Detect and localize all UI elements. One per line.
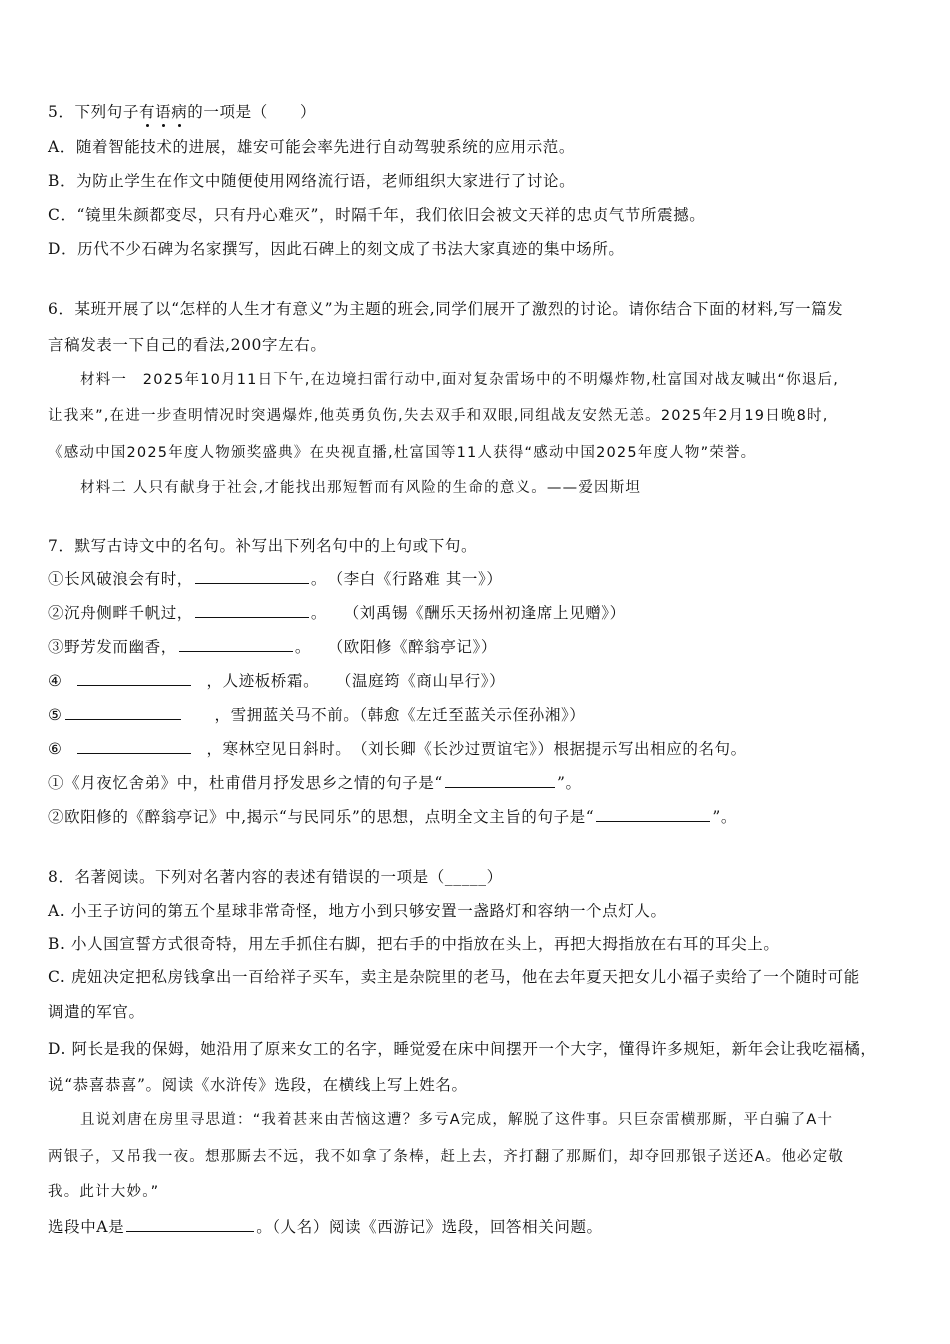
q7-stem: 7．默写古诗文中的名句。补写出下列名句中的上句或下句。 <box>48 537 478 555</box>
q6-material2: 材料二 人只有献身于社会,才能找出那短暂而有风险的生命的意义。——爱因斯坦 <box>80 480 642 496</box>
q8-excerpt-line2: 两银子，又吊我一夜。想那厮去不远，我不如拿了条棒，赶上去，齐打翻了那厮们，却夺回那银子送还A。他必定敬 <box>48 1149 845 1165</box>
q5-option-d: D．历代不少石碑为名家撰写，因此石碑上的刻文成了书法大家真迹的集中场所。 <box>48 240 625 258</box>
q8-name-fill: 选段中A是 。（人名）阅读《西游记》选段，回答相关问题。 <box>48 1218 603 1236</box>
q5-option-a: A．随着智能技术的进展，雄安可能会率先进行自动驾驶系统的应用示范。 <box>48 138 575 156</box>
q7-item-6: ⑥ ，寒林空见日斜时。 （刘长卿《长沙过贾谊宅》）根据提示写出相应的名句。 <box>48 740 747 758</box>
q8-option-b: B. 小人国宣誓方式很奇特，用左手抓住右脚，把右手的中指放在头上，再把大拇指放在右耳的耳尖上。 <box>48 935 780 953</box>
q6-material1-line1: 材料一 2025年10月11日下午,在边境扫雷行动中,面对复杂雷场中的不明爆炸物,杜富国对战友喊出“你退后, <box>80 372 840 388</box>
answer-blank[interactable] <box>77 739 191 754</box>
q7-sub-1: ①《月夜忆舍弟》中，杜甫借月抒发思乡之情的句子是“ ”。 <box>48 774 582 792</box>
q7-item-1: ①长风破浪会有时， 。 （李白《行路难 其一》） <box>48 570 503 588</box>
q5-option-b: B．为防止学生在作文中随便使用网络流行语，老师组织大家进行了讨论。 <box>48 172 576 190</box>
answer-blank[interactable] <box>195 569 309 584</box>
q7-item-3: ③野芳发而幽香， 。 （欧阳修《醉翁亭记》） <box>48 638 497 656</box>
answer-blank[interactable] <box>126 1217 254 1232</box>
q6-stem-line2: 言稿发表一下自己的看法,200字左右。 <box>48 336 327 354</box>
q8-option-c-line1: C. 虎妞决定把私房钱拿出一百给祥子买车，卖主是杂院里的老马，他在去年夏天把女儿小福子卖给了一个随时可能 <box>48 968 860 986</box>
q7-sub-2: ②欧阳修的《醉翁亭记》中,揭示“与民同乐”的思想，点明全文主旨的句子是“ ”。 <box>48 808 737 826</box>
q7-item-2: ②沉舟侧畔千帆过， 。 （刘禹锡《酬乐天扬州初逢席上见赠》） <box>48 604 626 622</box>
q7-item-5: ⑤ ，雪拥蓝关马不前。（韩愈《左迁至蓝关示侄孙湘》） <box>48 706 586 724</box>
answer-blank[interactable] <box>195 603 309 618</box>
q6-stem-line1: 6．某班开展了以“怎样的人生才有意义”为主题的班会,同学们展开了激烈的讨论。请你结合下面的材料,写一篇发 <box>48 300 844 318</box>
q8-option-d-line2: 说“恭喜恭喜”。阅读《水浒传》选段，在横线上写上姓名。 <box>48 1076 468 1094</box>
answer-blank[interactable] <box>65 705 181 720</box>
answer-blank[interactable] <box>596 807 710 822</box>
q8-option-c-line2: 调遣的军官。 <box>48 1003 145 1021</box>
q6-material1-line2: 让我来”,在进一步查明情况时突遇爆炸,他英勇负伤,失去双手和双眼,同组战友安然无恙。2025年2月19日晚8时, <box>48 408 829 424</box>
q8-excerpt-line1: 且说刘唐在房里寻思道：“我着甚来由苦恼这遭？多亏A完成，解脱了这件事。只巨奈雷横那厮，平白骗了A十 <box>80 1112 834 1128</box>
q5-stem: 5．下列句子有语病的一项是（ ） <box>48 103 317 121</box>
q5-option-c: C．“镜里朱颜都变尽，只有丹心难灭”，时隔千年，我们依旧会被文天祥的忠贞气节所震撼。 <box>48 206 706 224</box>
answer-blank[interactable] <box>77 671 191 686</box>
q8-option-a: A. 小王子访问的第五个星球非常奇怪，地方小到只够安置一盏路灯和容纳一个点灯人。 <box>48 902 667 920</box>
q8-excerpt-line3: 我。此计大妙。” <box>48 1184 160 1200</box>
q8-stem: 8．名著阅读。下列对名著内容的表述有错误的一项是（_____） <box>48 868 503 886</box>
q7-item-4: ④ ，人迹板桥霜。 （温庭筠《商山早行》） <box>48 672 506 690</box>
answer-blank[interactable] <box>179 637 293 652</box>
answer-blank[interactable] <box>445 773 555 788</box>
q6-material1-line3: 《感动中国2025年度人物颁奖盛典》在央视直播,杜富国等11人获得“感动中国2025年度人物”荣誉。 <box>48 445 757 461</box>
q8-option-d-line1: D. 阿长是我的保姆，她沿用了原来女工的名字，睡觉爱在床中间摆开一个大字，懂得许多规矩，新年会让我吃福橘， <box>48 1040 877 1058</box>
